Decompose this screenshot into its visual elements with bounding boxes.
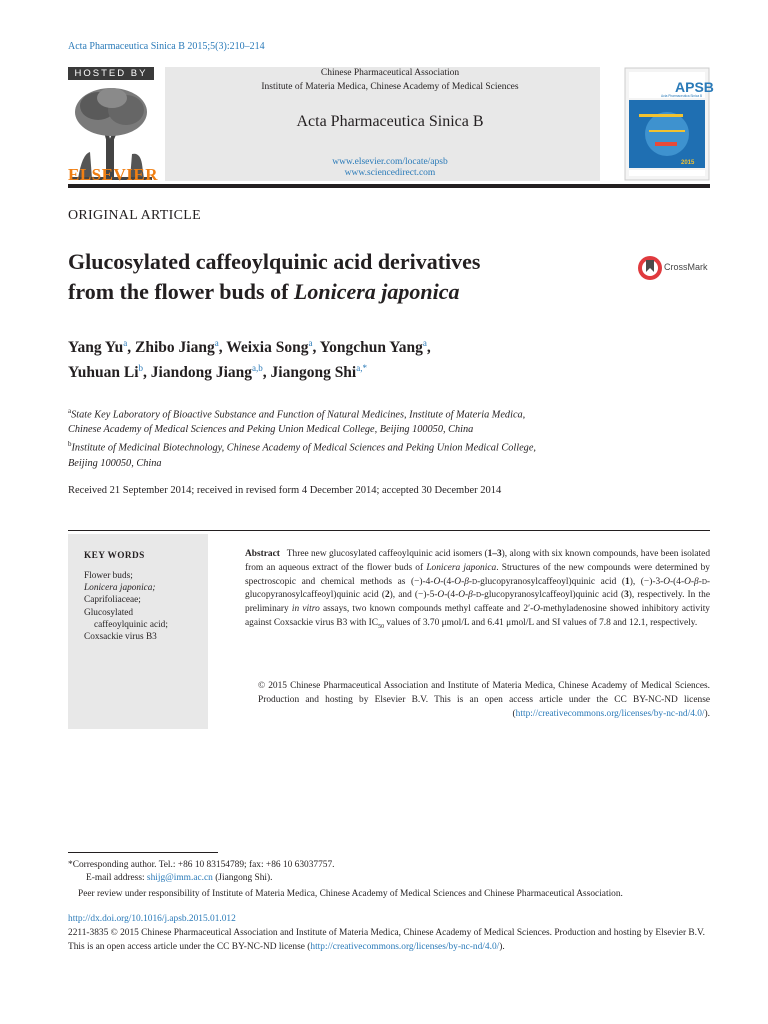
keyword: caffeoylquinic acid; xyxy=(94,619,168,630)
peer-review-note: Peer review under responsibility of Institute of Materia Medica, Chinese Academy of Medical Sciences and Chinese Pharmaceutical Association. xyxy=(78,889,623,899)
keyword: Glucosylated xyxy=(84,607,134,618)
affiliation-b-line-2: Beijing 100050, China xyxy=(68,457,162,469)
association-line-2: Institute of Materia Medica, Chinese Academy of Medical Sciences xyxy=(261,82,519,92)
corresponding-author-note: *Corresponding author. Tel.: +86 10 83154789; fax: +86 10 63037757. xyxy=(68,860,335,870)
author-affil-mark[interactable]: a xyxy=(214,338,219,348)
association-line-1: Chinese Pharmaceutical Association xyxy=(320,68,460,78)
title-line-1: Glucosylated caffeoylquinic acid derivatives xyxy=(68,249,481,274)
journal-name: Acta Pharmaceutica Sinica B xyxy=(296,113,484,130)
license-footer-link[interactable]: http://creativecommons.org/licenses/by-nc-nd/4.0/ xyxy=(310,941,500,952)
author-affil-mark[interactable]: a xyxy=(422,338,427,348)
license-link[interactable]: http://creativecommons.org/licenses/by-nc-nd/4.0/ xyxy=(515,708,705,719)
sciencedirect-url-link[interactable]: www.sciencedirect.com xyxy=(344,168,436,178)
author-line-2: Yuhuan Li$^b$, Jiandong Jiang$^{a,b}$, Jiangong Shi$^{a,*}$ xyxy=(68,363,367,382)
cover-year: 2015 xyxy=(681,160,695,166)
article-type: ORIGINAL ARTICLE xyxy=(68,208,201,223)
author: Jiandong Jiang xyxy=(150,364,253,382)
keywords-title: KEY WORDS xyxy=(84,551,145,561)
author-line-1: Yang Yu$^a$, Zhibo Jiang$^a$, Weixia Song$^a$, Yongchun Yang$^a$, xyxy=(68,338,431,357)
doi-link[interactable]: http://dx.doi.org/10.1016/j.apsb.2015.01.012 xyxy=(68,914,236,924)
header-rule xyxy=(68,184,710,188)
affiliations xyxy=(68,404,708,471)
elsevier-url-link[interactable]: www.elsevier.com/locate/apsb xyxy=(332,157,448,167)
article-title xyxy=(68,247,598,307)
email-note: E-mail address: shijg@imm.ac.cn (Jiangong Shi). xyxy=(86,873,273,883)
keyword: Flower buds; xyxy=(84,571,133,581)
affiliation-a-line-2: Chinese Academy of Medical Sciences and Peking Union Medical College, Beijing 100050, China xyxy=(68,424,474,436)
abstract: Abstract Three new glucosylated caffeoylquinic acid isomers (1–3), along with six known compounds, have been isolated from an aqueous extract of the flower buds of Lonicera japonica. Structures of the new compounds were determined by spectroscopic and chemical methods as (−)-4-O-(4-O-β-D-glucopyranosylcaffeoyl)quinic acid (1), (−)-3-O-(4-O-β-D-glucopyranosylcaffeoyl)quinic acid (2), and (−)-5-O-(4-O-β-D-glucopyranosylcaffeoyl)quinic acid (3), respectively. In the preliminary in vitro assays, two known compounds methyl caffeate and 2′-O-methyladenosine showed inhibitory activity against Coxsackie virus B3 with $IC_{50}$ values of 3.70 μmol/L and 6.41 μmol/L and SI values of 7.8 and 12.1, respectively. xyxy=(245,549,711,630)
keywords-list xyxy=(84,570,206,643)
author: Yuhuan Li xyxy=(68,364,139,382)
journal-reference-link[interactable]: Acta Pharmaceutica Sinica B 2015;5(3):210–214 xyxy=(68,41,265,52)
email-link[interactable]: shijg@imm.ac.cn xyxy=(146,873,213,883)
cover-journal-subtitle: Acta Pharmaceutica Sinica B xyxy=(661,94,703,98)
author: Weixia Song xyxy=(226,339,309,357)
keyword: Caprifoliaceae; xyxy=(84,595,141,606)
footnote-rule xyxy=(68,852,218,853)
affiliation-b-line-1: $^b$Institute of Medicinal Biotechnology, Chinese Academy of Medical Sciences and Peking Union Medical College, xyxy=(68,440,536,454)
author: Yongchun Yang xyxy=(319,339,423,357)
crossmark-label[interactable]: CrossMark xyxy=(664,262,708,272)
copyright-notice: © 2015 Chinese Pharmaceutical Association and Institute of Materia Medica, Chinese Academy of Medical Sciences. Production and hosting by Elsevier B.V. This is an open access article under the CC BY-NC-ND license (http://creativecommons.org/licenses/by-nc-nd/4.0/). xyxy=(258,681,710,719)
affiliation-a-line-1: $^a$State Key Laboratory of Bioactive Substance and Function of Natural Medicines, Institute of Materia Medica, xyxy=(68,407,526,421)
keyword: Coxsackie virus B3 xyxy=(84,632,157,643)
keyword: Lonicera japonica; xyxy=(84,583,156,594)
abstract-label: Abstract xyxy=(245,549,280,559)
elsevier-wordmark: ELSEVIER xyxy=(68,165,158,184)
author-affil-mark[interactable]: a,b xyxy=(252,363,263,374)
keywords-rule xyxy=(68,530,710,531)
author: Jiangong Shi xyxy=(270,364,357,382)
author: Zhibo Jiang xyxy=(135,339,215,357)
author-affil-mark[interactable]: a,* xyxy=(356,363,367,374)
author-affil-mark[interactable]: a xyxy=(308,338,313,348)
author-list xyxy=(68,333,668,383)
author: Yang Yu xyxy=(68,339,124,357)
received-dates: Received 21 September 2014; received in revised form 4 December 2014; accepted 30 December 2014 xyxy=(68,485,502,496)
journal-cover-thumbnail xyxy=(625,68,714,180)
author-affil-mark[interactable]: b xyxy=(138,363,144,374)
cover-apsb-label: APSB xyxy=(675,79,714,95)
title-line-2: from the flower buds of Lonicera japonica xyxy=(68,279,460,304)
license-footer: 2211-3835 © 2015 Chinese Pharmaceutical Association and Institute of Materia Medica, Chinese Academy of Medical Sciences. Production and hosting by Elsevier B.V. This is an open access article under the CC BY-NC-ND license (http://creativecommons.org/licenses/by-nc-nd/4.0/). xyxy=(68,928,705,952)
hosted-by-label: HOSTED BY xyxy=(68,67,154,80)
author-affil-mark[interactable]: a xyxy=(123,338,128,348)
